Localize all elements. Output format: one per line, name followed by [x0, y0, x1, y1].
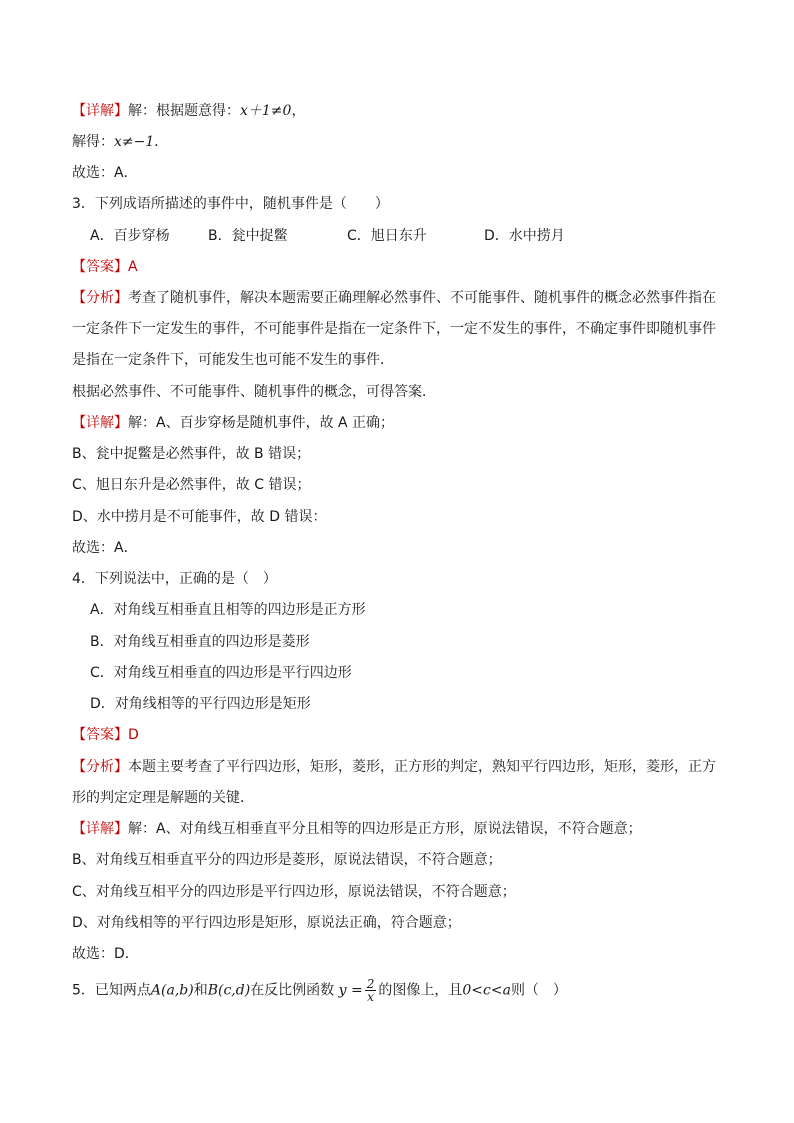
- detail-tag: 【详解】: [72, 821, 128, 837]
- analysis-line: [72, 757, 734, 777]
- detail-text: 解：根据题意得：: [128, 103, 240, 119]
- choice-line: 故选：D．: [72, 946, 139, 962]
- analysis-line: [72, 288, 734, 308]
- analysis-text: 考查了随机事件，解决本题需要正确理解必然事件、不可能事件、随机事件的概念必然事件指在: [128, 290, 716, 306]
- analysis-tag: 【分析】: [72, 290, 128, 306]
- option-b: B．瓮中捉鳖: [208, 228, 288, 244]
- answer-value: D: [128, 727, 139, 743]
- option-a: A．百步穿杨: [90, 228, 170, 244]
- option-c: C．旭日东升: [347, 228, 427, 244]
- detail-line: D、水中捞月是不可能事件，故 D 错误：: [72, 509, 327, 525]
- detail-line: B、对角线互相垂直平分的四边形是菱形，原说法错误，不符合题意；: [72, 852, 502, 868]
- detail-line: C、对角线互相平分的四边形是平行四边形，原说法错误，不符合题意；: [72, 884, 516, 900]
- condition: 0<c<a: [462, 982, 511, 999]
- fraction: [365, 978, 377, 1003]
- stem-text: 的图像上，且: [378, 982, 463, 999]
- detail-line: [72, 101, 734, 121]
- detail-line: C、旭日东升是必然事件，故 C 错误；: [72, 477, 311, 493]
- option-a: A．对角线互相垂直且相等的四边形是正方形: [90, 602, 366, 618]
- stem-text: 5．已知两点: [72, 982, 151, 999]
- analysis-line: 形的判定定理是解题的关键．: [72, 790, 254, 806]
- option-d: D．对角线相等的平行四边形是矩形: [90, 696, 311, 712]
- analysis-tag: 【分析】: [72, 759, 128, 775]
- detail-tag: 【详解】: [72, 103, 128, 119]
- detail-text: 解：A、百步穿杨是随机事件，故 A 正确；: [128, 415, 395, 431]
- stem-text: 和: [193, 982, 208, 999]
- math-expression: x≠−1: [114, 134, 155, 150]
- answer-tag: 【答案】: [72, 259, 128, 275]
- stem-text: 则（ ）: [510, 982, 567, 999]
- solution-line: [72, 132, 734, 152]
- question-4-stem: 4．下列说法中，正确的是（ ）: [72, 571, 277, 587]
- detail-line: [72, 413, 734, 433]
- detail-line: [72, 819, 734, 839]
- detail-tag: 【详解】: [72, 415, 128, 431]
- stem-text: 在反比例函数: [250, 982, 335, 999]
- option-d: D．水中捞月: [484, 228, 565, 244]
- question-5-stem: [72, 978, 734, 1003]
- answer-line: [72, 257, 734, 277]
- option-b: B．对角线互相垂直的四边形是菱形: [90, 634, 310, 650]
- function-lhs: y =: [338, 982, 363, 999]
- point-b: B(c,d): [207, 982, 251, 999]
- solution-text: 解得：: [72, 134, 114, 150]
- answer-tag: 【答案】: [72, 727, 128, 743]
- answer-line: [72, 725, 734, 745]
- fraction-numerator: 2: [366, 977, 375, 991]
- choice-line: 故选：A．: [72, 540, 138, 556]
- detail-text: 解：A、对角线互相垂直平分且相等的四边形是正方形，原说法错误，不符合题意；: [128, 821, 642, 837]
- point-a: A(a,b): [150, 982, 194, 999]
- math-expression: x＋1≠0: [240, 103, 292, 119]
- detail-line: B、瓮中捉鳖是必然事件，故 B 错误；: [72, 446, 311, 462]
- analysis-text: 本题主要考查了平行四边形，矩形，菱形，正方形的判定，熟知平行四边形，矩形，菱形，正方: [128, 759, 716, 775]
- analysis-line: 根据必然事件、不可能事件、随机事件的概念，可得答案．: [72, 384, 436, 400]
- question-3-stem: 3．下列成语所描述的事件中，随机事件是（ ）: [72, 196, 389, 212]
- detail-line: D、对角线相等的平行四边形是矩形，原说法正确，符合题意；: [72, 915, 461, 931]
- analysis-line: 一定条件下一定发生的事件，不可能事件是指在一定条件下，一定不发生的事件，不确定事件即随机事件: [72, 321, 716, 337]
- fraction-denominator: x: [367, 990, 374, 1004]
- option-c: C．对角线互相垂直的四边形是平行四边形: [90, 665, 352, 681]
- analysis-line: 是指在一定条件下，可能发生也可能不发生的事件．: [72, 352, 394, 368]
- punctuation: ，: [291, 103, 306, 119]
- choice-line: 故选：A．: [72, 165, 138, 181]
- question-3-options: [90, 226, 734, 246]
- punctuation: ．: [154, 134, 169, 150]
- answer-value: A: [128, 259, 138, 275]
